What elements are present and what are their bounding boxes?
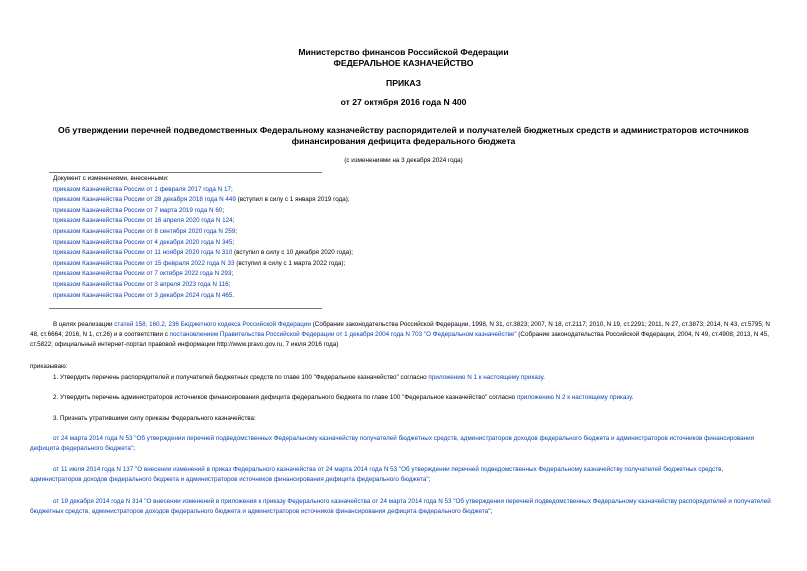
budget-code-link[interactable]: статей 158, 160.2, 236 Бюджетного кодекса Российской Федерации [114, 321, 311, 328]
agency-name: ФЕДЕРАЛЬНОЕ КАЗНАЧЕЙСТВО [333, 58, 474, 68]
preamble-text-3: (Собрание законодательства Российской Федерации, 2004, N 49, ст.4908; 2013, N 45, ст.5822; официальный интернет-портал правовой информации http://www.pravo.gov.ru, 7 июля 2016 года) [30, 331, 769, 348]
amendment-item [53, 259, 353, 270]
amendments-block [53, 174, 353, 301]
repealed-order-2 [30, 465, 772, 485]
amendment-note: ; [222, 206, 225, 214]
amendment-item [53, 238, 353, 249]
revision-status: (с изменениями на 3 декабря 2024 года) [344, 157, 463, 164]
point-1-text: 1. Утвердить перечень распорядителей и получателей бюджетных средств по главе 100 "Федеральное казначейство" согласно [53, 374, 429, 381]
amendments-top-divider [49, 172, 322, 173]
amendment-item [53, 280, 353, 291]
amendment-note: ; [228, 280, 231, 288]
amendment-note: ; [232, 217, 235, 225]
amendment-link[interactable]: приказом Казначейства России от 11 ноября 2020 года N 310 [53, 249, 233, 257]
amendment-item [53, 206, 353, 217]
amendment-note: ; [235, 227, 237, 235]
repealed-order-link[interactable]: от 24 марта 2014 года N 53 "Об утверждении перечней подведомственных Федеральному казначейству получателей бюджетных средств, администраторов доходов федерального бюджета и администраторов источников финансирования дефицита федерального бюджета" [30, 435, 755, 452]
repealed-order-1 [30, 434, 772, 454]
appendix-2-link[interactable]: приложению N 2 к настоящему приказу [516, 394, 632, 401]
amendment-note: ; [232, 238, 235, 246]
amendment-link[interactable]: приказом Казначейства России от 7 октября 2022 года N 293 [53, 270, 232, 278]
amendment-item [53, 291, 353, 302]
amendment-link[interactable]: приказом Казначейства России от 1 февраля 2017 года N 17 [53, 185, 231, 193]
point-1 [30, 373, 772, 383]
point-2-text: 2. Утвердить перечень администраторов источников финансирования дефицита федерального бюджета по главе 100 "Федеральное казначейство" согласно [53, 394, 517, 401]
amendment-item [53, 227, 353, 238]
amendment-item [53, 216, 353, 227]
appendix-1-link[interactable]: приложению N 1 к настоящему приказу [428, 374, 544, 381]
amendment-link[interactable]: приказом Казначейства России от 15 февраля 2022 года N 33 [53, 259, 235, 267]
amendment-note: (вступил в силу с 1 января 2019 года); [235, 196, 350, 204]
amendment-link[interactable]: приказом Казначейства России от 28 декабря 2018 года N 449 [53, 196, 236, 204]
repealed-order-link[interactable]: от 11 июля 2014 года N 137 "О внесении изменений в приказ Федерального казначейства от 24 марта 2014 года N 53 "Об утверждении перечней подведомственных Федеральному казначейству получателей бюджетных средств, администраторов доходов федерального бюджета и администраторов источников финансирования дефицита федерального бюджета" [30, 466, 724, 483]
amendment-note: ; [230, 185, 233, 193]
amendment-note: (вступил в силу с 10 декабря 2020 года); [232, 249, 354, 257]
document-type: ПРИКАЗ [386, 78, 421, 88]
amendment-item [53, 195, 353, 206]
repealed-order-link[interactable]: от 19 декабря 2014 года N 314 "О внесении изменений в приложения к приказу Федерального казначейства от 24 марта 2014 года N 53 "Об утверждении перечней подведомственных Федеральному казначейству распорядителей и получателей бюджетных средств, администраторов доходов федерального бюджета и администраторов источников финансирования дефицита федерального бюджета" [30, 498, 771, 515]
amendment-link[interactable]: приказом Казначейства России от 4 декабря 2020 года N 345 [53, 238, 233, 246]
amendment-item [53, 269, 353, 280]
amendment-item [53, 185, 353, 196]
preamble-text-1: В целях реализации [53, 321, 115, 328]
amendment-link[interactable]: приказом Казначейства России от 16 апреля 2020 года N 124 [53, 217, 233, 225]
point-2 [30, 393, 772, 403]
amendment-item [53, 248, 353, 259]
government-decree-link[interactable]: постановлением Правительства Российской Федерации от 1 декабря 2004 года N 703 "О Федеральном казначействе" [169, 331, 517, 338]
repealed-order-end: ; [133, 445, 135, 452]
amendment-note: . [232, 291, 235, 299]
order-word: приказываю: [30, 363, 68, 370]
point-1-end: . [543, 374, 545, 381]
amendment-link[interactable]: приказом Казначейства России от 3 декабря 2024 года N 465 [53, 291, 233, 299]
repealed-order-end: ; [490, 508, 493, 515]
amendment-note: (вступил в силу с 1 марта 2022 года); [234, 259, 346, 267]
point-2-end: . [631, 394, 634, 401]
document-date: от 27 октября 2016 года N 400 [340, 97, 467, 107]
amendments-bottom-divider [49, 308, 322, 309]
preamble-paragraph [30, 320, 772, 350]
document-title-line-1: Об утверждении перечней подведомственных Федеральному казначейству распорядителей и получателей бюджетных средств и администраторов источников [58, 125, 749, 135]
ministry-name: Министерство финансов Российской Федерации [298, 47, 509, 57]
repealed-order-3 [30, 497, 772, 517]
amendment-link[interactable]: приказом Казначейства России от 3 апреля 2023 года N 116 [53, 280, 229, 288]
amendment-link[interactable]: приказом Казначейства России от 7 марта 2019 года N 60 [53, 206, 223, 214]
amendment-note: ; [231, 270, 234, 278]
point-3: 3. Признать утратившими силу приказы Федерального казначейства: [53, 415, 256, 422]
preamble-text-2: (Собрание законодательства Российской Федерации, 1998, N 31, ст.3823; 2007, N 18, ст.2117; 2010, N 19, ст.2291; 2011, N 27, ст.3873; 2014, N 43, ст.5795; N 48, ст.6664; 2016, N 1, ст.26) и в соответствии с [30, 321, 770, 338]
amendment-link[interactable]: приказом Казначейства России от 8 сентября 2020 года N 259 [53, 227, 236, 235]
document-title-line-2: финансирования дефицита федерального бюджета [291, 136, 516, 146]
amendments-label: Документ с изменениями, внесенными: [53, 175, 169, 182]
repealed-order-end: ; [428, 476, 431, 483]
